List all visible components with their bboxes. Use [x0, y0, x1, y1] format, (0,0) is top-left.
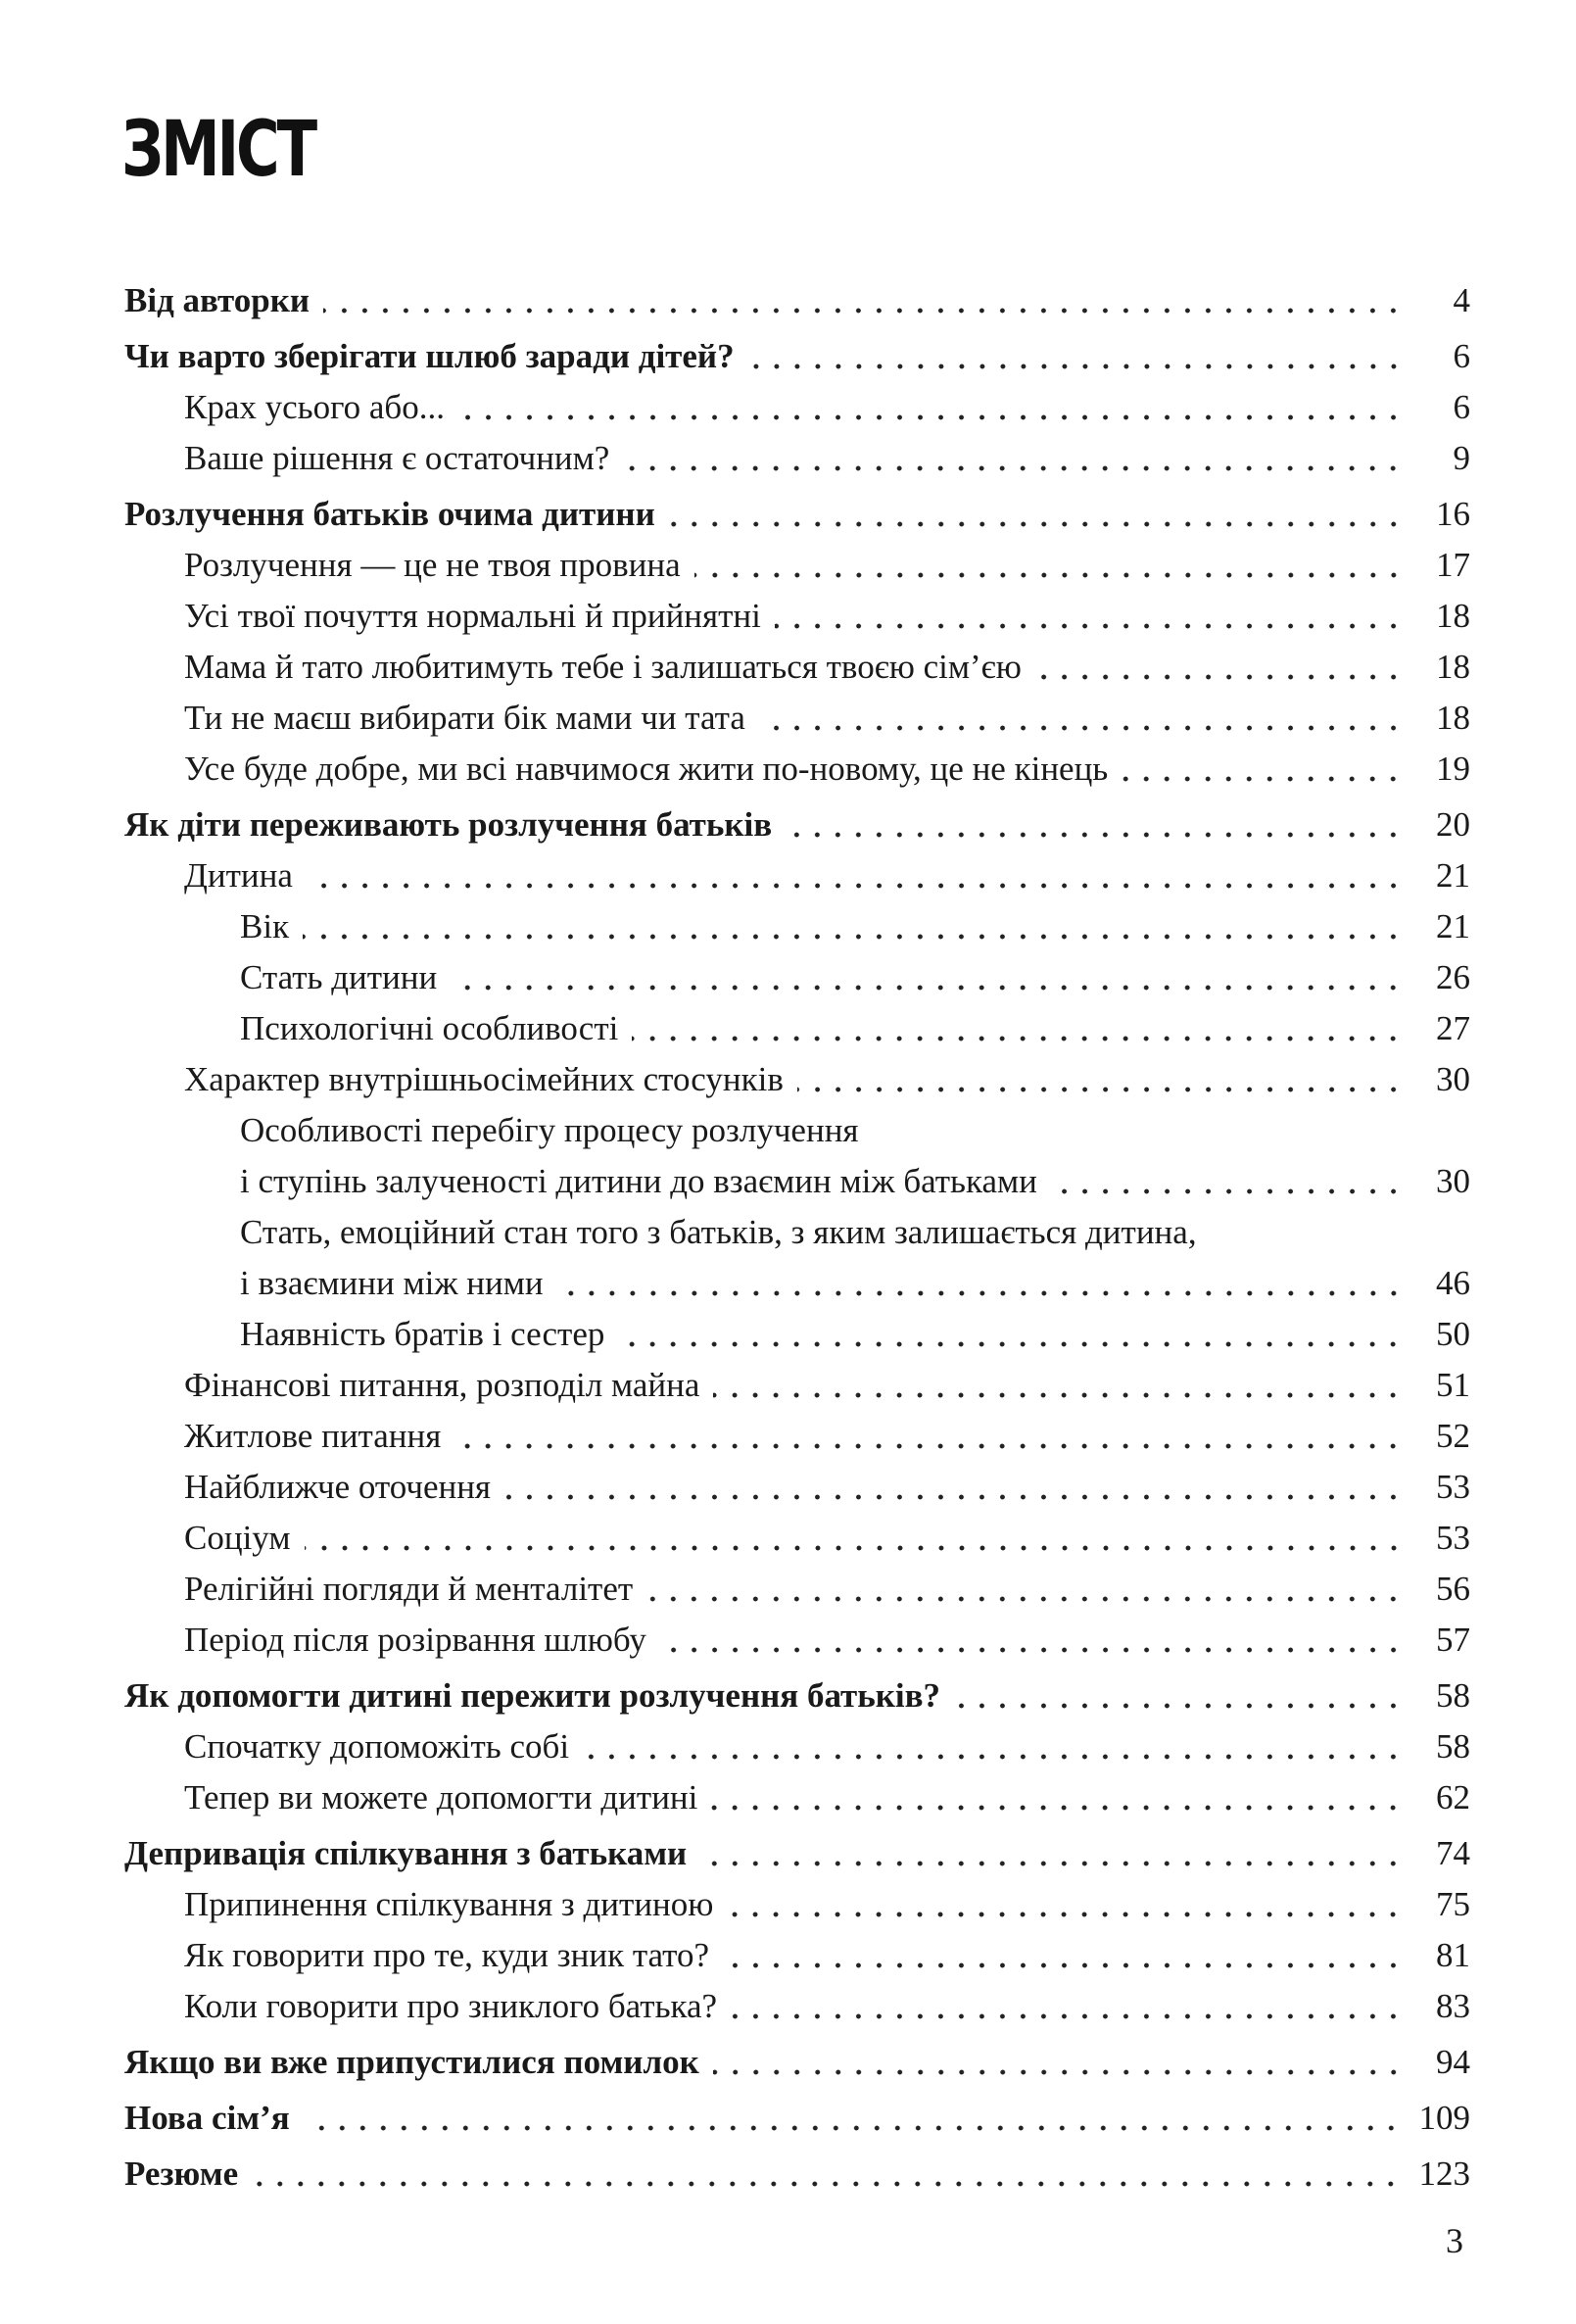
toc-page-number: 75	[1436, 1885, 1470, 1923]
toc-page-number: 16	[1436, 495, 1470, 533]
dot-leader	[759, 725, 1404, 731]
dot-leader	[305, 1545, 1405, 1551]
toc-page-number: 58	[1436, 1727, 1470, 1766]
toc-entry-line	[124, 2037, 1470, 2088]
toc-section[interactable]	[124, 1462, 1470, 1513]
toc-entry-line	[184, 1360, 1470, 1411]
dot-leader	[307, 883, 1404, 889]
toc-entry-line	[184, 1411, 1470, 1462]
toc-page-number: 19	[1436, 750, 1470, 788]
toc-entry-line	[184, 1615, 1470, 1666]
dot-leader	[731, 2013, 1404, 2019]
toc-entry-line	[124, 2093, 1470, 2144]
toc-entry-line	[124, 1670, 1470, 1721]
toc-page-number: 30	[1436, 1060, 1470, 1098]
toc-page-number: 6	[1453, 388, 1470, 426]
toc-entry-title: Усі твої почуття нормальні й прийнятні	[184, 597, 761, 635]
toc-entry-title: Припинення спілкування з дитиною	[184, 1885, 714, 1923]
dot-leader	[660, 1647, 1404, 1653]
toc-entry-line	[124, 2149, 1470, 2200]
toc-section[interactable]	[124, 1054, 1470, 1105]
toc-section[interactable]	[124, 693, 1470, 744]
toc-entry-title: Соціум	[184, 1519, 291, 1557]
dot-leader	[451, 985, 1404, 991]
toc-chapter[interactable]	[124, 2037, 1470, 2088]
toc-chapter[interactable]	[124, 275, 1470, 326]
toc-entry-line	[184, 1772, 1470, 1823]
toc-page-number: 4	[1453, 281, 1470, 319]
dot-leader	[454, 1443, 1404, 1449]
toc-entry-line	[184, 591, 1470, 642]
dot-leader	[669, 521, 1404, 527]
toc-page-number: 51	[1436, 1366, 1470, 1404]
toc-entry-line	[124, 799, 1470, 850]
dot-leader	[1035, 674, 1404, 680]
toc-entry-line	[184, 1462, 1470, 1513]
toc-section[interactable]	[124, 1411, 1470, 1462]
toc-page-number: 26	[1436, 958, 1470, 996]
toc-section[interactable]	[124, 1615, 1470, 1666]
toc-page-number: 46	[1436, 1264, 1470, 1302]
toc-entry-title: Усе буде добре, ми всі навчимося жити по-новому, це не кінець	[184, 750, 1109, 788]
dot-leader	[303, 934, 1404, 940]
toc-page-number: 94	[1436, 2043, 1470, 2081]
toc-chapter[interactable]	[124, 1670, 1470, 1721]
toc-entry-title: Фінансові питання, розподіл майна	[184, 1366, 700, 1404]
dot-leader	[694, 572, 1404, 578]
toc-entry-title: Мама й тато любитимуть тебе і залишаться твоєю сім’єю	[184, 648, 1022, 686]
toc-page-number: 83	[1436, 1987, 1470, 2025]
dot-leader	[304, 2125, 1402, 2131]
toc-entry-title: Чи варто зберігати шлюб заради дітей?	[124, 337, 735, 375]
dot-leader	[700, 1861, 1404, 1866]
toc-entry-title: Період після розірвання шлюбу	[184, 1621, 646, 1659]
toc-entry-line	[240, 952, 1470, 1003]
toc-page-number: 21	[1436, 907, 1470, 945]
toc-section[interactable]	[124, 1003, 1470, 1054]
toc-chapter[interactable]	[124, 2093, 1470, 2144]
toc-chapter[interactable]	[124, 799, 1470, 850]
dot-leader	[775, 623, 1404, 629]
toc-page-number: 9	[1453, 439, 1470, 477]
toc-entry-title: Резюме	[124, 2155, 239, 2193]
toc-entry-title: Стать дитини	[240, 958, 438, 996]
toc-entry-line	[184, 1513, 1470, 1564]
toc-chapter[interactable]	[124, 2149, 1470, 2200]
toc-page-number: 81	[1436, 1936, 1470, 1974]
toc-page-number: 18	[1436, 648, 1470, 686]
dot-leader	[1122, 776, 1404, 782]
dot-leader	[504, 1494, 1404, 1500]
toc-entry-line	[240, 1156, 1470, 1207]
toc-entry-line	[124, 1828, 1470, 1879]
toc-page-number: 56	[1436, 1570, 1470, 1608]
toc-entry-title: Вік	[240, 907, 290, 945]
toc-section[interactable]	[124, 1105, 1470, 1207]
toc-entry-line	[184, 433, 1470, 484]
dot-leader	[557, 1290, 1404, 1296]
dot-leader	[323, 308, 1404, 314]
toc-section[interactable]	[124, 850, 1470, 901]
toc-entry-title: Розлучення — це не твоя провина	[184, 546, 681, 584]
toc-page-number: 74	[1436, 1834, 1470, 1872]
toc-entry-line	[240, 901, 1470, 952]
toc-section[interactable]	[124, 540, 1470, 591]
toc-entry-line	[184, 540, 1470, 591]
toc-entry-title: Як допомогти дитині пережити розлучення батьків?	[124, 1676, 941, 1715]
toc-section[interactable]	[124, 1721, 1470, 1772]
toc-entry-title: Розлучення батьків очима дитини	[124, 495, 655, 533]
toc-section[interactable]	[124, 1309, 1470, 1360]
toc-page-number: 21	[1436, 856, 1470, 895]
toc-entry-title: Коли говорити про зниклого батька?	[184, 1987, 718, 2025]
dot-leader	[786, 832, 1404, 838]
dot-leader	[954, 1703, 1404, 1709]
toc-entry-line	[124, 489, 1470, 540]
dot-leader	[797, 1087, 1404, 1092]
toc-entry-line	[240, 1003, 1470, 1054]
toc-entry-line	[184, 1564, 1470, 1615]
toc-page-number: 62	[1436, 1778, 1470, 1816]
toc-entry-line	[184, 693, 1470, 744]
toc-section[interactable]	[124, 1564, 1470, 1615]
toc-page-number: 50	[1436, 1315, 1470, 1353]
toc-entry-title: Релігійні погляди й менталітет	[184, 1570, 634, 1608]
dot-leader	[727, 1912, 1404, 1917]
toc-section[interactable]	[124, 901, 1470, 952]
toc-entry-title: Депривація спілкування з батьками	[124, 1834, 688, 1872]
toc-page-number: 53	[1436, 1468, 1470, 1506]
dot-leader	[618, 1341, 1404, 1347]
toc-section[interactable]	[124, 1772, 1470, 1823]
toc-page-number: 6	[1453, 337, 1470, 375]
toc-entry-title: Як говорити про те, куди зник тато?	[184, 1936, 710, 1974]
dot-leader	[632, 1036, 1404, 1041]
toc-entry-title: Нова сім’я	[124, 2099, 290, 2137]
toc-entry-line	[184, 1054, 1470, 1105]
dot-leader	[458, 414, 1404, 420]
toc-chapter[interactable]	[124, 489, 1470, 540]
page-title: ЗМІСТ	[121, 106, 314, 194]
toc-entry-title: Якщо ви вже припустилися помилок	[124, 2043, 699, 2081]
toc-entry-line	[124, 275, 1470, 326]
toc-entry-line	[184, 744, 1470, 795]
toc-section[interactable]	[124, 591, 1470, 642]
page-number: 3	[1446, 2221, 1463, 2260]
toc-page-number: 109	[1418, 2099, 1470, 2137]
toc-page-number: 53	[1436, 1519, 1470, 1557]
toc-page-number: 57	[1436, 1621, 1470, 1659]
toc-entry-line	[184, 1721, 1470, 1772]
dot-leader	[252, 2181, 1401, 2187]
toc-section[interactable]	[124, 1207, 1470, 1309]
toc-entry-title: Психологічні особливості	[240, 1009, 619, 1047]
toc-entry-line	[240, 1258, 1470, 1309]
toc-chapter[interactable]	[124, 1828, 1470, 1879]
toc-entry-line	[124, 331, 1470, 382]
toc-page-number: 18	[1436, 597, 1470, 635]
toc-entry-title: Крах усього або...	[184, 388, 445, 426]
toc-section[interactable]	[124, 642, 1470, 693]
toc-section[interactable]	[124, 1879, 1470, 1930]
toc-entry-line	[184, 642, 1470, 693]
toc-entry-line	[240, 1207, 1470, 1258]
table-of-contents	[124, 270, 1470, 2200]
toc-entry-title: Тепер ви можете допомогти дитині	[184, 1778, 698, 1816]
toc-page-number: 58	[1436, 1676, 1470, 1715]
toc-page-number: 30	[1436, 1162, 1470, 1200]
toc-section[interactable]	[124, 1981, 1470, 2032]
toc-page-number: 17	[1436, 546, 1470, 584]
toc-section[interactable]	[124, 382, 1470, 433]
toc-page-number: 27	[1436, 1009, 1470, 1047]
toc-entry-title: Стать, емоційний стан того з батьків, з яким залишається дитина,	[240, 1213, 1197, 1251]
toc-entry-title: Як діти переживають розлучення батьків	[124, 805, 773, 844]
toc-section[interactable]	[124, 1930, 1470, 1981]
toc-entry-title: Від авторки	[124, 281, 310, 319]
toc-entry-title: Найближче оточення	[184, 1468, 492, 1506]
toc-chapter[interactable]	[124, 331, 1470, 382]
dot-leader	[711, 1805, 1404, 1811]
dot-leader	[713, 1392, 1404, 1398]
dot-leader	[583, 1754, 1404, 1760]
toc-page-number: 20	[1436, 805, 1470, 844]
toc-entry-title: і ступінь залученості дитини до взаємин між батьками	[240, 1162, 1037, 1200]
toc-entry-title: Спочатку допоможіть собі	[184, 1727, 570, 1766]
toc-entry-line	[240, 1105, 1470, 1156]
toc-section[interactable]	[124, 952, 1470, 1003]
toc-entry-title: Ваше рішення є остаточним?	[184, 439, 610, 477]
dot-leader	[723, 1962, 1404, 1968]
dot-leader	[623, 465, 1404, 471]
toc-section[interactable]	[124, 433, 1470, 484]
toc-section[interactable]	[124, 744, 1470, 795]
toc-entry-line	[184, 850, 1470, 901]
toc-entry-title: і взаємини між ними	[240, 1264, 544, 1302]
toc-entry-line	[240, 1309, 1470, 1360]
toc-entry-title: Особливості перебігу процесу розлучення	[240, 1111, 859, 1149]
toc-entry-title: Ти не маєш вибирати бік мами чи тата	[184, 699, 745, 737]
toc-entry-title: Дитина	[184, 856, 293, 895]
dot-leader	[713, 2069, 1404, 2075]
toc-entry-title: Характер внутрішньосімейних стосунків	[184, 1060, 784, 1098]
toc-entry-line	[184, 1879, 1470, 1930]
toc-page-number: 18	[1436, 699, 1470, 737]
toc-page-number: 123	[1418, 2155, 1470, 2193]
toc-entry-line	[184, 1930, 1470, 1981]
toc-entry-line	[184, 382, 1470, 433]
toc-page-number: 52	[1436, 1417, 1470, 1455]
dot-leader	[1051, 1188, 1404, 1194]
toc-entry-title: Житлове питання	[184, 1417, 442, 1455]
toc-entry-line	[184, 1981, 1470, 2032]
dot-leader	[646, 1596, 1404, 1602]
toc-section[interactable]	[124, 1513, 1470, 1564]
dot-leader	[748, 363, 1404, 369]
toc-entry-title: Наявність братів і сестер	[240, 1315, 605, 1353]
toc-section[interactable]	[124, 1360, 1470, 1411]
